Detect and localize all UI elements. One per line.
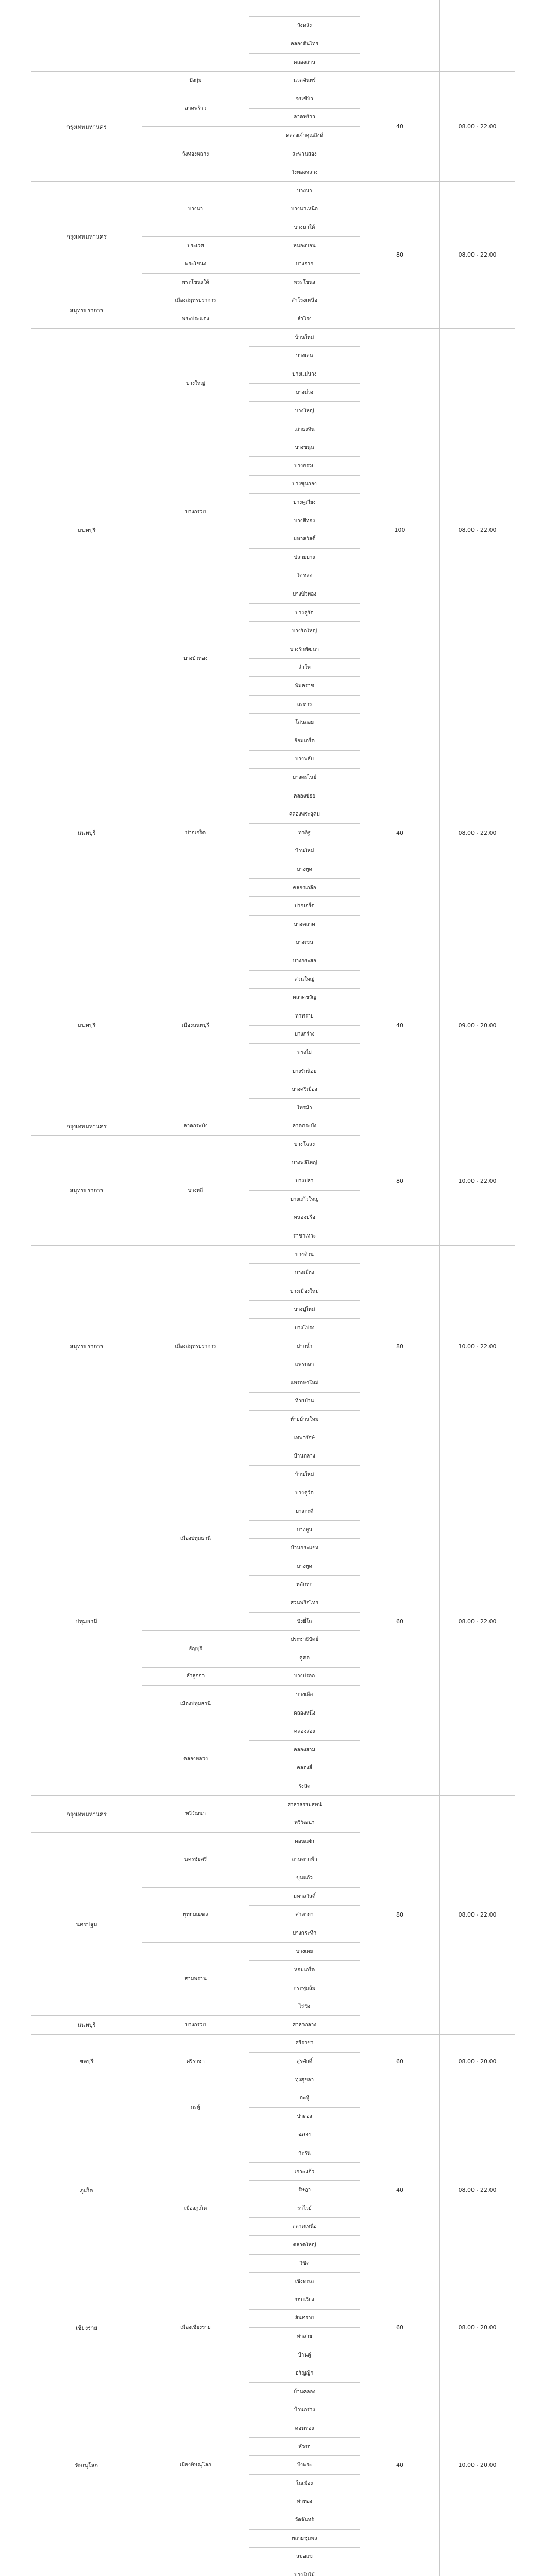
subdistrict-cell: บางรักพัฒนา	[249, 640, 360, 659]
subdistrict-cell: เทพารักษ์	[249, 1429, 360, 1448]
province-cell: สมุทรปราการ	[31, 292, 142, 329]
district-cell: บางบัวทอง	[142, 585, 249, 732]
district-cell: ประเวศ	[142, 237, 249, 256]
subdistrict-cell: บางนาใต้	[249, 218, 360, 237]
subdistrict-cell: ลาดกระบัง	[249, 1117, 360, 1136]
subdistrict-cell: สำโรงเหนือ	[249, 292, 360, 311]
district-cell: คลองหลวง	[142, 1722, 249, 1795]
subdistrict-cell: ในเมือง	[249, 2475, 360, 2493]
subdistrict-cell: ท่าทอง	[249, 2493, 360, 2512]
subdistrict-cell: บางพูด	[249, 860, 360, 879]
subdistrict-cell: บางโปรง	[249, 1319, 360, 1337]
district-cell: ปากเกร็ด	[142, 732, 249, 934]
subdistrict-cell: หอมเกร็ด	[249, 1961, 360, 1979]
subdistrict-cell: บ้านกระแชง	[249, 1539, 360, 1557]
service-time-cell: 08.00 - 20.00	[439, 2291, 515, 2364]
subdistrict-cell: ท้ายบ้าน	[249, 1393, 360, 1411]
subdistrict-cell: บางศรีเมือง	[249, 1080, 360, 1099]
subdistrict-cell: บางใหญ่	[249, 402, 360, 420]
subdistrict-cell: ศาลากลาง	[249, 2016, 360, 2035]
subdistrict-cell: บางปรอก	[249, 1668, 360, 1686]
service-time-cell	[439, 2566, 515, 2576]
subdistrict-cell: ป่าตอง	[249, 2108, 360, 2126]
district-cell: บางกรวย	[142, 2016, 249, 2035]
subdistrict-cell: หลักหก	[249, 1576, 360, 1595]
capacity-cell: 60	[360, 2035, 439, 2090]
subdistrict-cell: บึงพระ	[249, 2456, 360, 2475]
subdistrict-cell: บางกรวย	[249, 457, 360, 476]
subdistrict-cell: หนองบอน	[249, 237, 360, 256]
subdistrict-cell: บางแม่นาง	[249, 365, 360, 384]
service-time-cell: 08.00 - 22.00	[439, 1447, 515, 1795]
district-cell: ลาดกระบัง	[142, 1117, 249, 1136]
district-cell: เมืองพิษณุโลก	[142, 2364, 249, 2566]
subdistrict-cell: ขุนแก้ว	[249, 1869, 360, 1888]
province-cell: นนทบุรี	[31, 329, 142, 732]
district-cell: ทวีวัฒนา	[142, 1796, 249, 1833]
district-cell: กะทู้	[142, 2089, 249, 2126]
subdistrict-cell: คลองต้นไทร	[249, 35, 360, 54]
subdistrict-cell: บางพลับ	[249, 751, 360, 769]
subdistrict-cell: คลองสอง	[249, 1722, 360, 1741]
district-cell: เมืองปทุมธานี	[142, 1686, 249, 1722]
district-cell: เมืองนนทบุรี	[142, 934, 249, 1117]
service-time-cell: 08.00 - 22.00	[439, 72, 515, 182]
subdistrict-cell: ทุ่งสุขลา	[249, 2071, 360, 2090]
subdistrict-cell: อรัญญิก	[249, 2364, 360, 2383]
subdistrict-cell: บางนาเหนือ	[249, 200, 360, 219]
capacity-cell: 40	[360, 2089, 439, 2291]
subdistrict-cell: บางเตย	[249, 1943, 360, 1961]
subdistrict-cell: พิมลราช	[249, 677, 360, 696]
subdistrict-cell: สำโรง	[249, 310, 360, 329]
capacity-cell	[360, 2566, 439, 2576]
capacity-cell: 80	[360, 1117, 439, 1246]
subdistrict-cell: วิชิต	[249, 2255, 360, 2273]
subdistrict-cell: ท้ายบ้านใหม่	[249, 1411, 360, 1429]
subdistrict-cell: เกาะแก้ว	[249, 2163, 360, 2181]
province-cell: พิษณุโลก	[31, 2364, 142, 2566]
subdistrict-cell: บางใบไม้	[249, 2566, 360, 2576]
district-cell: ลาดพร้าว	[142, 90, 249, 127]
subdistrict-cell: ศาลายา	[249, 1906, 360, 1924]
subdistrict-cell: ปากเกร็ด	[249, 897, 360, 916]
province-cell: นนทบุรี	[31, 732, 142, 934]
district-cell: เมืองเชียงราย	[142, 2291, 249, 2364]
capacity-cell: 100	[360, 329, 439, 732]
province-cell: เชียงราย	[31, 2291, 142, 2364]
subdistrict-cell: ดอนแฝก	[249, 1833, 360, 1851]
subdistrict-cell	[249, 0, 360, 17]
province-cell: ปทุมธานี	[31, 1447, 142, 1795]
district-cell: บางใหญ่	[142, 329, 249, 439]
service-time-cell: 08.00 - 22.00	[439, 2089, 515, 2291]
subdistrict-cell: ลาดพร้าว	[249, 109, 360, 127]
province-cell: นนทบุรี	[31, 2016, 142, 2035]
subdistrict-cell: คลองสาม	[249, 1741, 360, 1759]
district-cell	[142, 0, 249, 72]
province-cell: ชลบุรี	[31, 2035, 142, 2090]
subdistrict-cell: บางกระทึก	[249, 1924, 360, 1943]
subdistrict-cell: คลองสี่	[249, 1759, 360, 1778]
subdistrict-cell: บ้านดู่	[249, 2346, 360, 2365]
district-cell: เมืองสมุทรปราการ	[142, 1246, 249, 1448]
subdistrict-cell: บางเขน	[249, 934, 360, 953]
subdistrict-cell: พลายชุมพล	[249, 2530, 360, 2548]
subdistrict-cell: บางปลา	[249, 1172, 360, 1191]
district-cell: ศรีราชา	[142, 2035, 249, 2090]
province-cell	[31, 2566, 142, 2576]
subdistrict-cell: พระโขนง	[249, 274, 360, 292]
province-cell: นนทบุรี	[31, 934, 142, 1117]
subdistrict-cell: ปากน้ำ	[249, 1337, 360, 1356]
subdistrict-cell: คลองข่อย	[249, 787, 360, 806]
service-time-cell: 10.00 - 22.00	[439, 1117, 515, 1246]
province-cell: สมุทรปราการ	[31, 1246, 142, 1448]
subdistrict-cell: ราชาเทวะ	[249, 1227, 360, 1246]
subdistrict-cell: บางนา	[249, 182, 360, 200]
subdistrict-cell: กระทุ่มล้ม	[249, 1979, 360, 1998]
subdistrict-cell: ละหาร	[249, 696, 360, 714]
subdistrict-cell: บ้านใหม่	[249, 842, 360, 861]
subdistrict-cell: ท่าทราย	[249, 1007, 360, 1026]
district-cell: เมืองสมุทรปราการ	[142, 292, 249, 311]
district-cell: พระโขนง	[142, 255, 249, 274]
subdistrict-cell: บางตะไนย์	[249, 769, 360, 787]
district-cell: วังทองหลาง	[142, 127, 249, 182]
province-cell: กรุงเทพมหานคร	[31, 1796, 142, 1833]
province-cell: กรุงเทพมหานคร	[31, 72, 142, 182]
province-cell: กรุงเทพมหานคร	[31, 182, 142, 292]
subdistrict-cell: บ้านกร่าง	[249, 2401, 360, 2420]
subdistrict-cell: อ้อมเกร็ด	[249, 732, 360, 751]
subdistrict-cell: สันทราย	[249, 2310, 360, 2328]
service-time-cell: 08.00 - 22.00	[439, 329, 515, 732]
capacity-cell: 60	[360, 1447, 439, 1795]
district-cell: ธัญบุรี	[142, 1631, 249, 1667]
subdistrict-cell: บางเดื่อ	[249, 1686, 360, 1704]
province-cell	[31, 0, 142, 72]
subdistrict-cell: บางกร่าง	[249, 1026, 360, 1044]
subdistrict-cell: บางไผ่	[249, 1044, 360, 1062]
subdistrict-cell: คลองหนึ่ง	[249, 1704, 360, 1723]
subdistrict-cell: กะรน	[249, 2144, 360, 2163]
subdistrict-cell: บางพูน	[249, 1521, 360, 1539]
service-time-cell: 08.00 - 20.00	[439, 2035, 515, 2090]
subdistrict-cell: บางปูใหม่	[249, 1301, 360, 1319]
subdistrict-cell: ดอนทอง	[249, 2419, 360, 2438]
subdistrict-cell: บางเมือง	[249, 1264, 360, 1282]
subdistrict-cell: ตลาดขวัญ	[249, 989, 360, 1007]
subdistrict-cell: ศรีราชา	[249, 2035, 360, 2053]
subdistrict-cell: รัษฎา	[249, 2181, 360, 2199]
subdistrict-cell: ประชาธิปัตย์	[249, 1631, 360, 1649]
district-cell: พุทธมณฑล	[142, 1888, 249, 1943]
subdistrict-cell: บ้านคลอง	[249, 2383, 360, 2401]
capacity-cell: 40	[360, 2364, 439, 2566]
service-time-cell: 10.00 - 20.00	[439, 2364, 515, 2566]
service-time-cell: 08.00 - 22.00	[439, 1796, 515, 2035]
subdistrict-cell: ท่าสาย	[249, 2328, 360, 2346]
subdistrict-cell: บางสีทอง	[249, 512, 360, 531]
subdistrict-cell: แพรกษาใหม่	[249, 1374, 360, 1393]
service-time-cell	[439, 0, 515, 72]
subdistrict-cell: วัดจันทร์	[249, 2511, 360, 2530]
subdistrict-cell: ฉลอง	[249, 2126, 360, 2145]
subdistrict-cell: บางม่วง	[249, 384, 360, 402]
subdistrict-cell: รังสิต	[249, 1777, 360, 1796]
province-cell: นครปฐม	[31, 1833, 142, 2016]
subdistrict-cell: บางด้วน	[249, 1246, 360, 1264]
subdistrict-cell: คลองสาน	[249, 54, 360, 72]
subdistrict-cell: บางจาก	[249, 255, 360, 274]
service-time-cell: 08.00 - 22.00	[439, 182, 515, 329]
service-time-cell: 10.00 - 22.00	[439, 1246, 515, 1448]
subdistrict-cell: คูคต	[249, 1649, 360, 1668]
subdistrict-cell: กะทู้	[249, 2089, 360, 2108]
capacity-cell: 40	[360, 72, 439, 182]
service-time-cell: 08.00 - 22.00	[439, 732, 515, 934]
subdistrict-cell: บ้านกลาง	[249, 1447, 360, 1466]
province-cell: ภูเก็ต	[31, 2089, 142, 2291]
subdistrict-cell: ราไวย์	[249, 2199, 360, 2218]
subdistrict-cell: มหาสวัสดิ์	[249, 530, 360, 549]
subdistrict-cell: มหาสวัสดิ์	[249, 1888, 360, 1906]
subdistrict-cell: บางคูวัด	[249, 1484, 360, 1503]
capacity-cell: 40	[360, 732, 439, 934]
district-cell: บางพลี	[142, 1136, 249, 1246]
subdistrict-cell: บ้านใหม่	[249, 1466, 360, 1484]
subdistrict-cell: บางพลีใหญ่	[249, 1154, 360, 1173]
subdistrict-cell: บางรักน้อย	[249, 1062, 360, 1081]
subdistrict-cell: ลานตากฟ้า	[249, 1851, 360, 1870]
district-cell: ลำลูกกา	[142, 1668, 249, 1686]
subdistrict-cell: บางขุนกอง	[249, 476, 360, 494]
subdistrict-cell: สวนพริกไทย	[249, 1594, 360, 1613]
subdistrict-cell: โสนลอย	[249, 714, 360, 732]
district-cell: บึงกุ่ม	[142, 72, 249, 90]
subdistrict-cell: ทวีวัฒนา	[249, 1814, 360, 1833]
district-cell	[142, 2566, 249, 2576]
capacity-cell: 80	[360, 182, 439, 329]
subdistrict-cell: เชิงทะเล	[249, 2273, 360, 2291]
subdistrict-cell: บางเมืองใหม่	[249, 1282, 360, 1301]
district-cell: เมืองปทุมธานี	[142, 1447, 249, 1631]
subdistrict-cell: นวลจันทร์	[249, 72, 360, 90]
subdistrict-cell: บ้านใหม่	[249, 329, 360, 347]
subdistrict-cell: รอบเวียง	[249, 2291, 360, 2310]
subdistrict-cell: สะพานสอง	[249, 145, 360, 164]
subdistrict-cell: บางรักใหญ่	[249, 622, 360, 640]
subdistrict-cell: ตลาดใหญ่	[249, 2236, 360, 2255]
subdistrict-cell: ท่าอิฐ	[249, 824, 360, 842]
capacity-cell	[360, 0, 439, 72]
subdistrict-cell: คลองเกลือ	[249, 879, 360, 897]
subdistrict-cell: สมอแข	[249, 2548, 360, 2566]
district-cell: พระประแดง	[142, 310, 249, 329]
subdistrict-cell: สุรศักดิ์	[249, 2053, 360, 2071]
subdistrict-cell: บางพูด	[249, 1557, 360, 1576]
subdistrict-cell: เสาธงหิน	[249, 420, 360, 439]
capacity-cell: 80	[360, 1246, 439, 1448]
subdistrict-cell: สวนใหญ่	[249, 971, 360, 989]
subdistrict-cell: บางเลน	[249, 347, 360, 365]
subdistrict-cell: คลองเจ้าคุณสิงห์	[249, 127, 360, 145]
district-cell: บางกรวย	[142, 438, 249, 585]
province-cell: สมุทรปราการ	[31, 1136, 142, 1246]
subdistrict-cell: ไทรม้า	[249, 1099, 360, 1117]
subdistrict-cell: วังหลัง	[249, 17, 360, 36]
subdistrict-cell: คลองพระอุดม	[249, 805, 360, 824]
subdistrict-cell: วังทองหลาง	[249, 163, 360, 182]
subdistrict-cell: ปลายบาง	[249, 549, 360, 567]
subdistrict-cell: บางตลาด	[249, 916, 360, 934]
subdistrict-cell: หนองปรือ	[249, 1209, 360, 1228]
district-cell: บางนา	[142, 182, 249, 237]
subdistrict-cell: บางคูรัด	[249, 604, 360, 622]
capacity-cell: 80	[360, 1796, 439, 2035]
subdistrict-cell: วัดชลอ	[249, 567, 360, 586]
subdistrict-cell: หัวรอ	[249, 2438, 360, 2456]
subdistrict-cell: บางแก้วใหญ่	[249, 1191, 360, 1209]
subdistrict-cell: บางกระสอ	[249, 952, 360, 971]
subdistrict-cell: ลำโพ	[249, 659, 360, 677]
district-cell: เมืองภูเก็ต	[142, 2126, 249, 2291]
subdistrict-cell: บางขนุน	[249, 438, 360, 457]
subdistrict-cell: บางคูเวียง	[249, 494, 360, 512]
subdistrict-cell: บางโฉลง	[249, 1136, 360, 1154]
subdistrict-cell: บึงยี่โถ	[249, 1613, 360, 1631]
subdistrict-cell: บางกะดี	[249, 1502, 360, 1521]
province-cell: กรุงเทพมหานคร	[31, 1117, 142, 1136]
subdistrict-cell: ศาลาธรรมสพน์	[249, 1796, 360, 1815]
subdistrict-cell: บางบัวทอง	[249, 585, 360, 604]
district-cell: สามพราน	[142, 1943, 249, 2016]
capacity-cell: 40	[360, 934, 439, 1117]
subdistrict-cell: ไร่ขิง	[249, 1997, 360, 2016]
service-time-cell: 09.00 - 20.00	[439, 934, 515, 1117]
district-cell: นครชัยศรี	[142, 1833, 249, 1888]
subdistrict-cell: แพรกษา	[249, 1355, 360, 1374]
district-cell: พระโขนงใต้	[142, 274, 249, 292]
subdistrict-cell: จรเข้บัว	[249, 90, 360, 109]
subdistrict-cell: ตลาดเหนือ	[249, 2218, 360, 2236]
capacity-cell: 60	[360, 2291, 439, 2364]
